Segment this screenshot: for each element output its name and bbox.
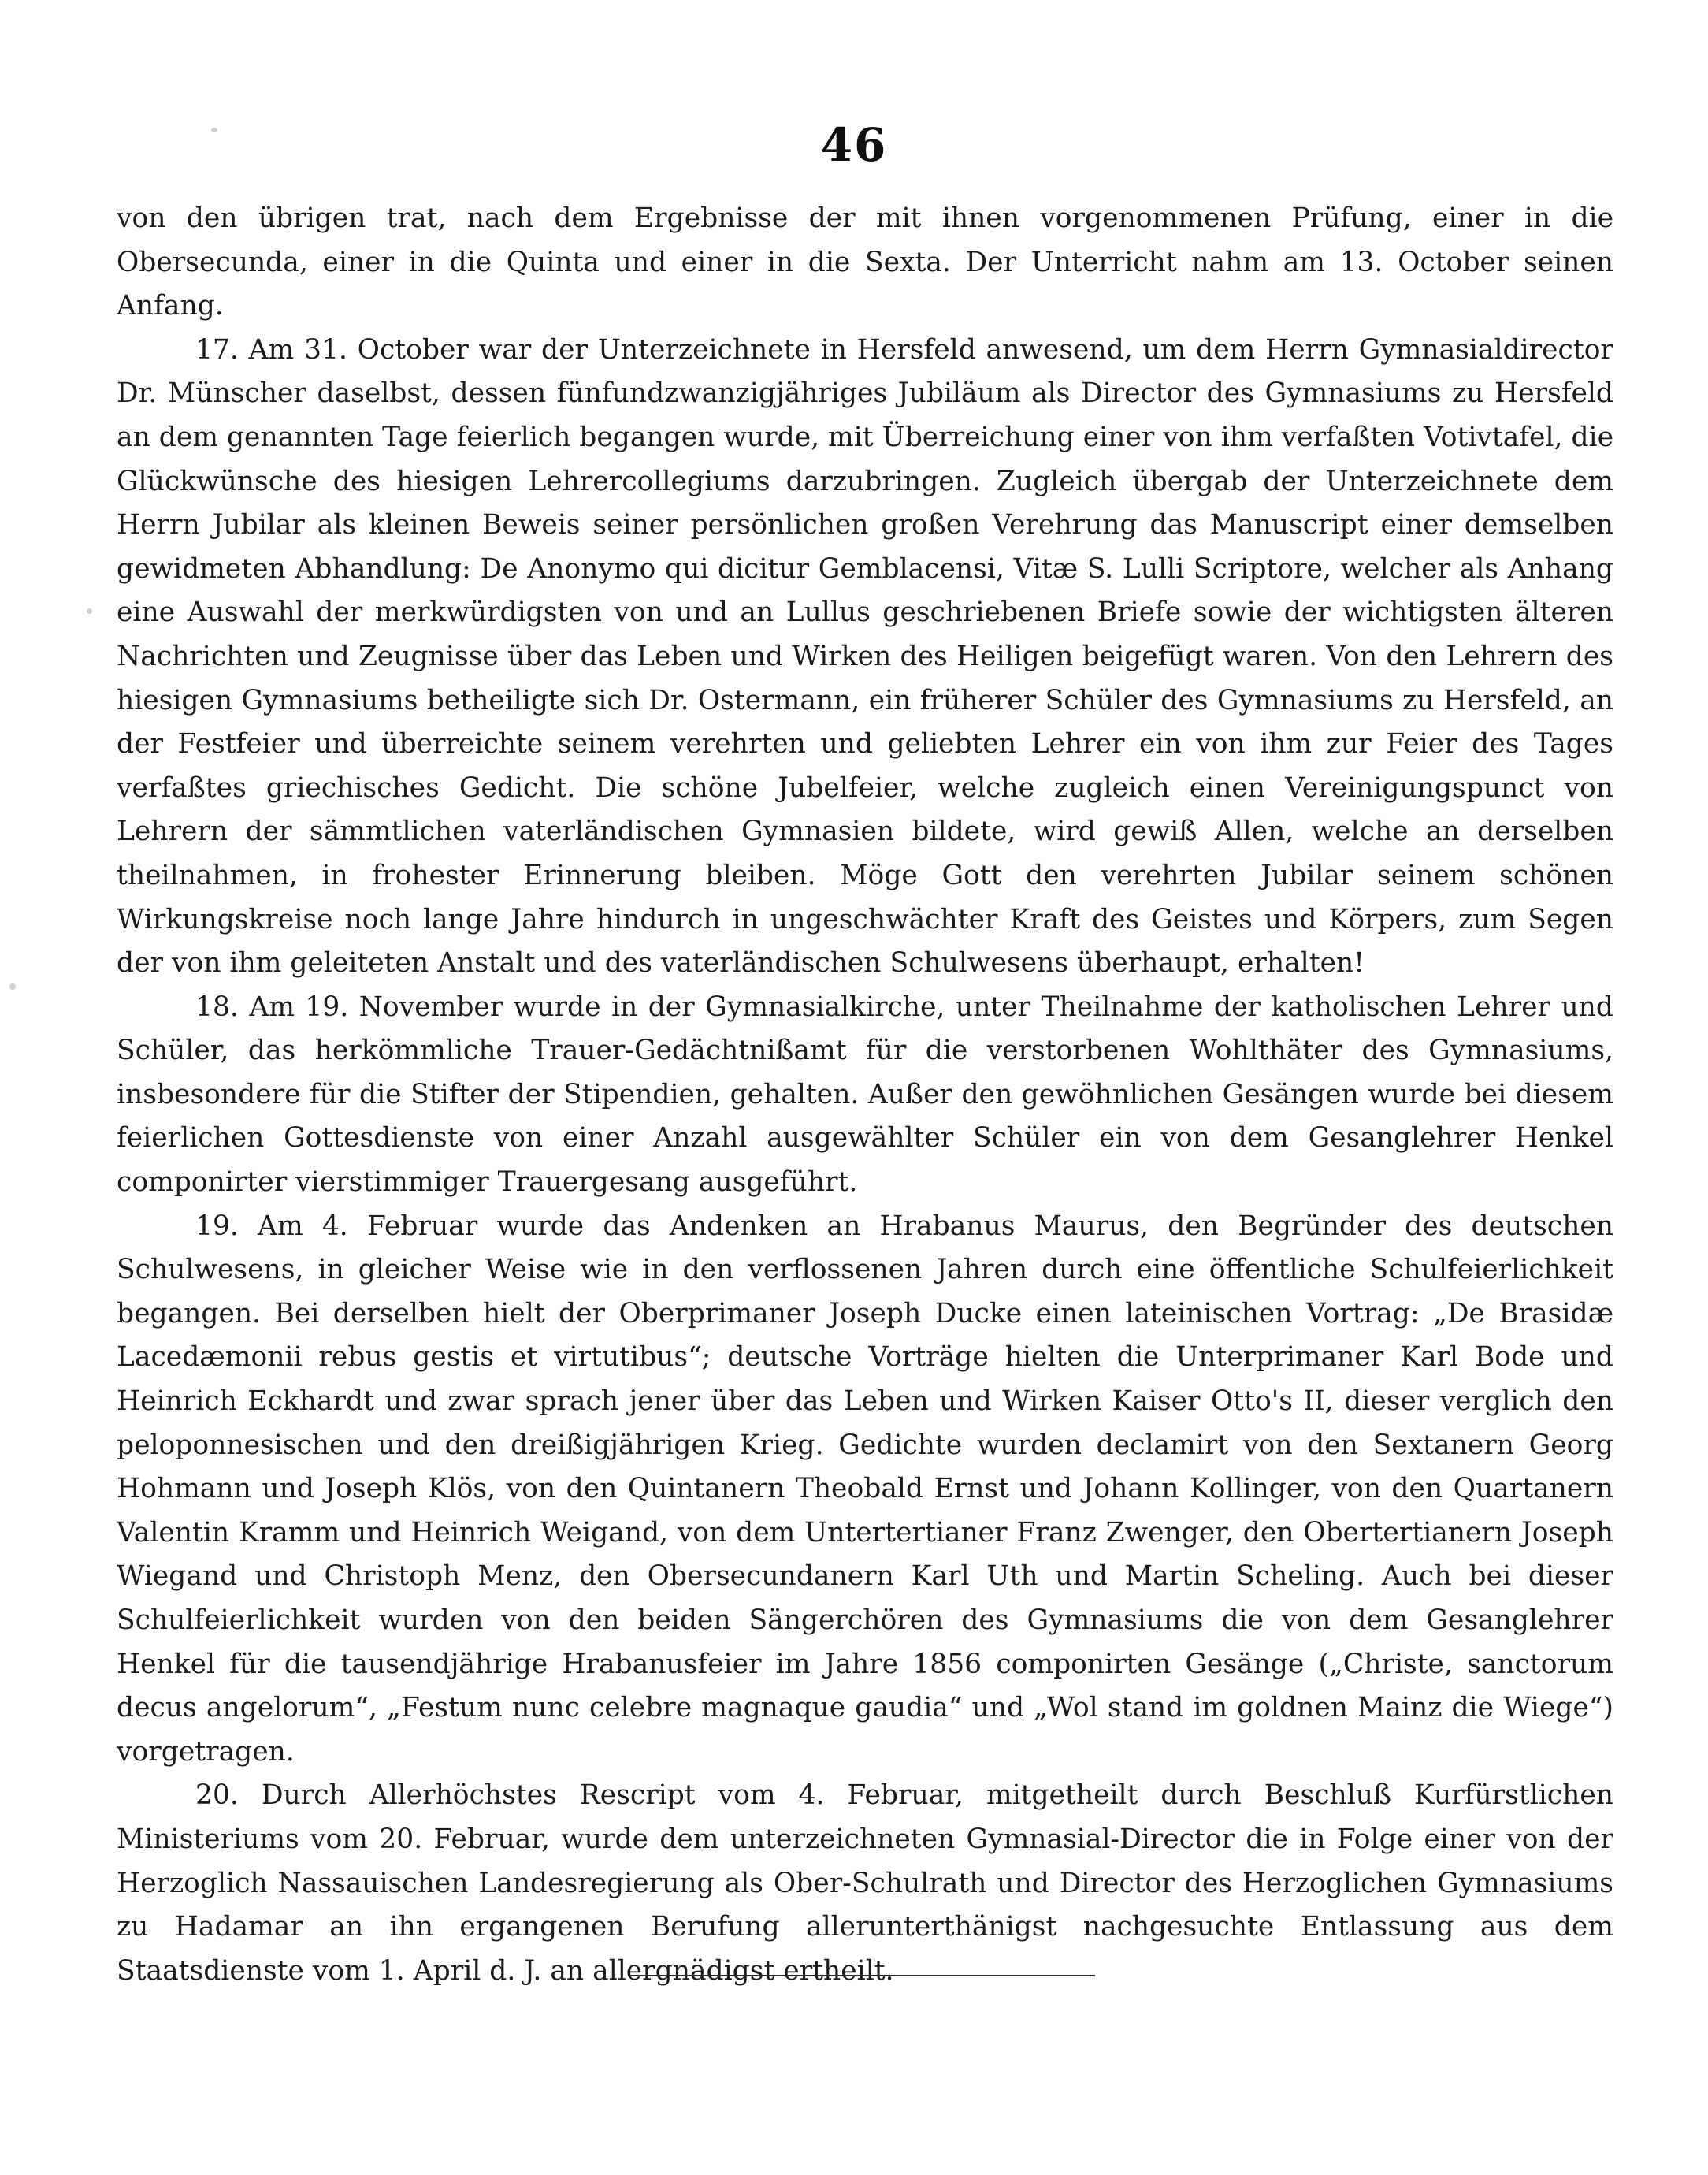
paragraph-item-17: 17. Am 31. October war der Unterzeichnete in Hersfeld anwesend, um dem Herrn Gymnasialdirector Dr. Münscher daselbst, dessen fünfundzwanzigjähriges Jubiläum als Director des Gymnasiums zu Hersfeld an dem genannten Tage feierlich begangen wurde, mit Überreichung einer von ihm verfaßten Votivtafel, die Glückwünsche des hiesigen Lehrercollegiums darzubringen. Zugleich übergab der Unterzeichnete dem Herrn Jubilar als kleinen Beweis seiner persönlichen großen Verehrung das Manuscript einer demselben gewidmeten Abhandlung: De Anonymo qui dicitur Gemblacensi, Vitæ S. Lulli Scriptore, welcher als Anhang eine Auswahl der merkwürdigsten von und an Lullus geschriebenen Briefe sowie der wichtigsten älteren Nachrichten und Zeugnisse über das Leben und Wirken des Heiligen beigefügt waren. Von den Lehrern des hiesigen Gymnasiums betheiligte sich Dr. Ostermann, ein früherer Schüler des Gymnasiums zu Hersfeld, an der Festfeier und überreichte seinem verehrten und geliebten Lehrer ein von ihm zur Feier des Tages verfaßtes griechisches Gedicht. Die schöne Jubelfeier, welche zugleich einen Vereinigungspunct von Lehrern der sämmtlichen vaterländischen Gymnasien bildete, wird gewiß Allen, welche an derselben theilnahmen, in frohester Erinnerung bleiben. Möge Gott den verehrten Jubilar seinem schönen Wirkungskreise noch lange Jahre hindurch in ungeschwächter Kraft des Geistes und Körpers, zum Segen der von ihm geleiteten Anstalt und des vaterländischen Schulwesens überhaupt, erhalten! [117,333,1613,980]
paragraph-continuation: von den übrigen trat, nach dem Ergebnisse der mit ihnen vorgenommenen Prüfung, einer in die Obersecunda, einer in die Quinta und einer in die Sexta. Der Unterricht nahm am 13. October seinen Anfang. [117,203,1613,322]
closing-rule [630,1975,1095,1976]
scan-speck [87,608,92,614]
body-text [117,197,1613,1993]
paragraph-item-20: 20. Durch Allerhöchstes Rescript vom 4. Februar, mitgetheilt durch Beschluß Kurfürstlichen Ministeriums vom 20. Februar, wurde dem unterzeichneten Gymnasial-Director die in Folge einer von der Herzoglich Nassauischen Landesregierung als Ober-Schulrath und Director des Herzoglichen Gymnasiums zu Hadamar an ihn ergangenen Berufung allerunterthänigst nachgesuchte Entlassung aus dem Staatsdienste vom 1. April d. J. an allergnädigst ertheilt. [117,1779,1613,1987]
scan-speck [9,983,16,990]
paragraph-item-19: 19. Am 4. Februar wurde das Andenken an Hrabanus Maurus, den Begründer des deutschen Schulwesens, in gleicher Weise wie in den verflossenen Jahren durch eine öffentliche Schulfeierlichkeit begangen. Bei derselben hielt der Oberprimaner Joseph Ducke einen lateinischen Vortrag: „De Brasidæ Lacedæmonii rebus gestis et virtutibus“; deutsche Vorträge hielten die Unterprimaner Karl Bode und Heinrich Eckhardt und zwar sprach jener über das Leben und Wirken Kaiser Otto's II, dieser verglich den peloponnesischen und den dreißigjährigen Krieg. Gedichte wurden declamirt von den Sextanern Georg Hohmann und Joseph Klös, von den Quintanern Theobald Ernst und Johann Kollinger, von den Quartanern Valentin Kramm und Heinrich Weigand, von dem Untertertianer Franz Zwenger, den Obertertianern Joseph Wiegand und Christoph Menz, den Obersecundanern Karl Uth und Martin Scheling. Auch bei dieser Schulfeierlichkeit wurden von den beiden Sängerchören des Gymnasiums die von dem Gesanglehrer Henkel für die tausendjährige Hrabanusfeier im Jahre 1856 componirten Gesänge („Christe, sanctorum decus angelorum“, „Festum nunc celebre magnaque gaudia“ und „Wol stand im goldnen Mainz die Wiege“) vorgetragen. [117,1210,1613,1768]
paragraph-item-18: 18. Am 19. November wurde in der Gymnasialkirche, unter Theilnahme der katholischen Lehrer und Schüler, das herkömmliche Trauer-Gedächtnißamt für die verstorbenen Wohlthäter des Gymnasiums, insbesondere für die Stifter der Stipendien, gehalten. Außer den gewöhnlichen Gesängen wurde bei diesem feierlichen Gottesdienste von einer Anzahl ausgewählter Schüler ein von dem Gesanglehrer Henkel componirter vierstimmiger Trauergesang ausgeführt. [117,991,1613,1199]
page-number: 46 [820,118,888,172]
